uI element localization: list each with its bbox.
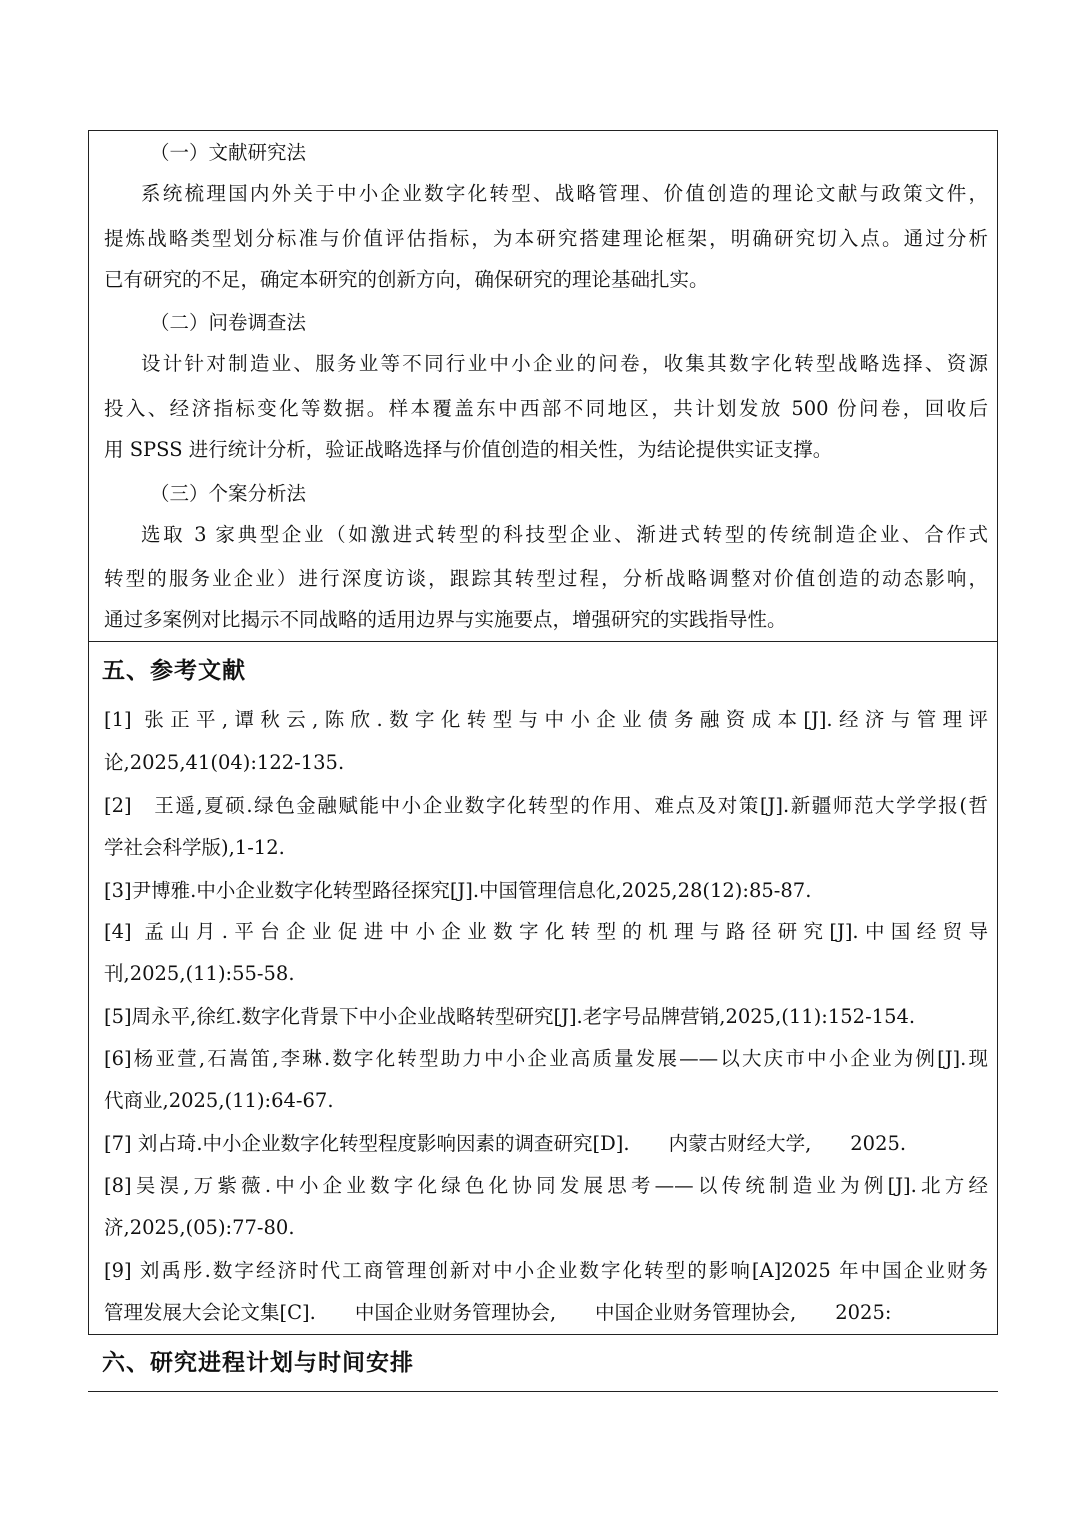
case-method-heading: （三）个案分析法 [150,482,307,505]
reference-line-2: 论,2025,41(04):122-135. [104,751,345,774]
survey-method-line-2: 投入、经济指标变化等数据。样本覆盖东中西部不同地区，共计划发放 500 份问卷，回收后 [104,397,988,420]
literature-method-heading: （一）文献研究法 [150,141,307,164]
survey-method-line-3: 用 SPSS 进行统计分析，验证战略选择与价值创造的相关性，为结论提供实证支撑。 [104,438,833,461]
reference-line-12: [8]吴淏,万紫薇.中小企业数字化绿色化协同发展思考——以传统制造业为例[J].北方经 [104,1174,988,1197]
reference-line-11: [7] 刘占琦.中小企业数字化转型程度影响因素的调查研究[D]. 内蒙古财经大学, 2025. [104,1132,907,1155]
case-method-line-2: 转型的服务业企业）进行深度访谈，跟踪其转型过程，分析战略调整对价值创造的动态影响， [104,567,988,590]
reference-line-3: [2] 王遥,夏硕.绿色金融赋能中小企业数字化转型的作用、难点及对策[J].新疆师范大学学报(哲 [104,794,988,817]
reference-line-5: [3]尹博雅.中小企业数字化转型路径探究[J].中国管理信息化,2025,28(12):85-87. [104,879,812,902]
references-title: 五、参考文献 [102,658,246,684]
reference-line-10: 代商业,2025,(11):64-67. [104,1089,334,1112]
reference-line-1: [1] 张正平,谭秋云,陈欣.数字化转型与中小企业债务融资成本[J].经济与管理评 [104,708,988,731]
section-divider [88,1391,998,1392]
reference-line-4: 学社会科学版),1-12. [104,836,285,859]
reference-line-7: 刊,2025,(11):55-58. [104,962,295,985]
literature-method-line-2: 提炼战略类型划分标准与价值评估指标，为本研究搭建理论框架，明确研究切入点。通过分析 [104,227,988,250]
literature-method-line-3: 已有研究的不足，确定本研究的创新方向，确保研究的理论基础扎实。 [104,268,709,291]
survey-method-heading: （二）问卷调查法 [150,311,307,334]
case-method-line-3: 通过多案例对比揭示不同战略的适用边界与实施要点，增强研究的实践指导性。 [104,608,787,631]
reference-line-6: [4] 孟山月.平台企业促进中小企业数字化转型的机理与路径研究[J].中国经贸导 [104,920,988,943]
reference-line-8: [5]周永平,徐红.数字化背景下中小企业战略转型研究[J].老字号品牌营销,2025,(11):152-154. [104,1005,916,1028]
schedule-title: 六、研究进程计划与时间安排 [102,1350,414,1376]
survey-method-line-1: 设计针对制造业、服务业等不同行业中小企业的问卷，收集其数字化转型战略选择、资源 [141,352,988,375]
reference-line-15: 管理发展大会论文集[C]. 中国企业财务管理协会, 中国企业财务管理协会, 2025: [104,1301,892,1324]
reference-line-13: 济,2025,(05):77-80. [104,1216,295,1239]
reference-line-14: [9] 刘禹彤.数字经济时代工商管理创新对中小企业数字化转型的影响[A]2025 年中国企业财务 [104,1259,988,1282]
reference-line-9: [6]杨亚萱,石嵩笛,李琳.数字化转型助力中小企业高质量发展——以大庆市中小企业为例[J].现 [104,1047,988,1070]
case-method-line-1: 选取 3 家典型企业（如激进式转型的科技型企业、渐进式转型的传统制造企业、合作式 [141,523,988,546]
literature-method-line-1: 系统梳理国内外关于中小企业数字化转型、战略管理、价值创造的理论文献与政策文件， [141,182,988,205]
